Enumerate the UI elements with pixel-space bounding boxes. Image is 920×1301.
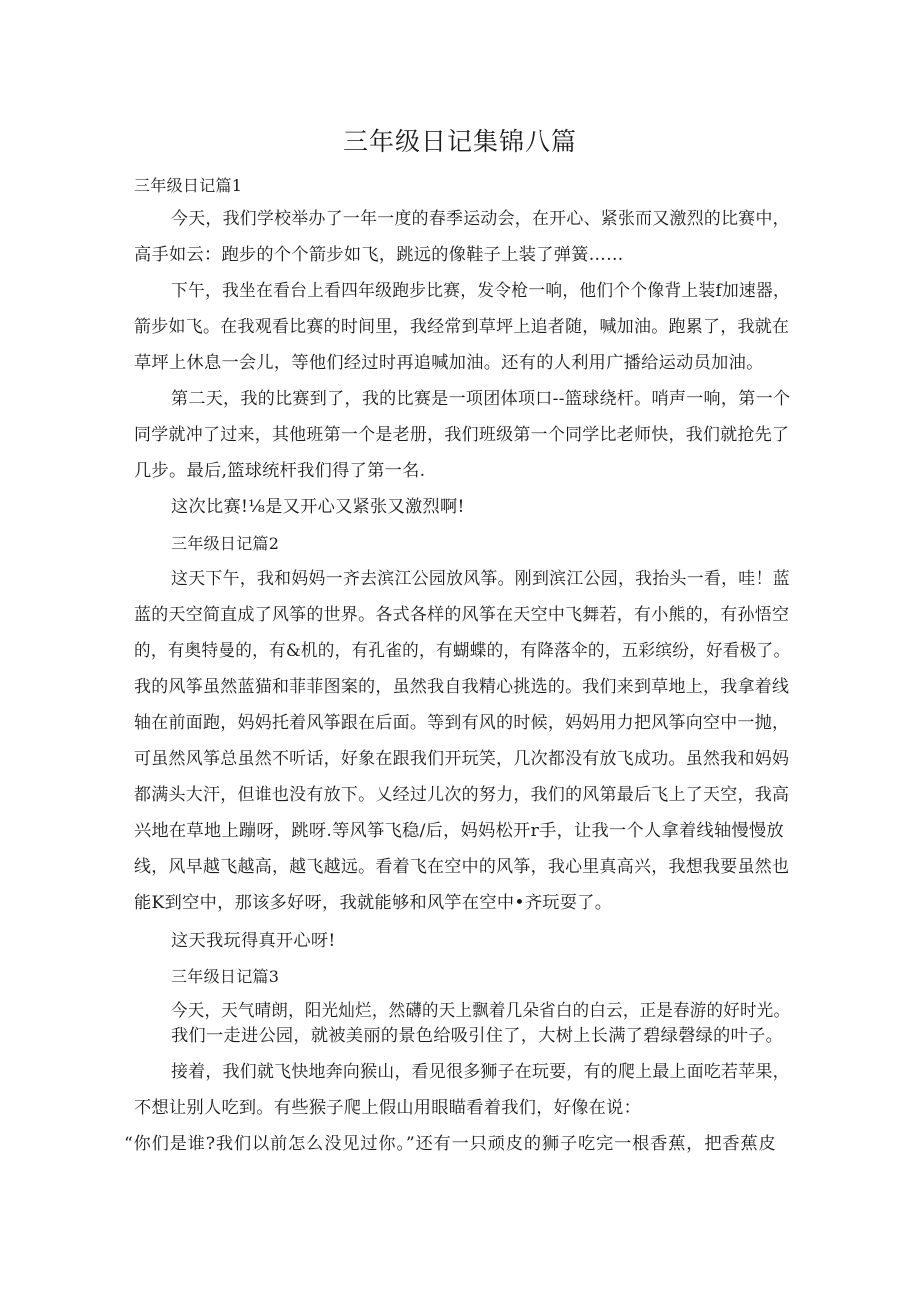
text-line: 都满头大汗，但谁也没有放下。乂经过儿次的努力，我们的风第最后飞上了天空，我高: [134, 785, 790, 805]
text-line: 第二天，我的比赛到了，我的比赛是一项团体项口--篮球绕杆。哨声一响，第一个: [171, 389, 791, 409]
text-line: 接着，我们就飞快地奔向猴山，看见很多狮子在玩要，有的爬上最上面吃若苹果，: [171, 1062, 790, 1082]
text-line: 草坪上休息一会儿，等他们经过时再追喊加油。还有的人利用广播给运动员加油。: [134, 353, 764, 373]
text-line: 同学就冲了过来，其他班第一个是老册，我们班级第一个同学比老师快，我们就抢先了: [134, 425, 790, 445]
section-heading: 三年级日记篇1: [134, 176, 243, 195]
text-line: 几步。最后,篮球统杆我们得了第一名.: [134, 461, 426, 481]
text-line: 线，风早越飞越高，越飞越远。看着飞在空中的风筝，我心里真高兴，我想我要虽然也: [134, 857, 790, 877]
page-title: 三年级日记集锦八篇: [342, 127, 577, 156]
text-line: 可虽然风筝总虽然不听话，好象在跟我们开玩笑，几次都没有放飞成功。虽然我和妈妈: [134, 749, 790, 769]
section-heading: 三年级日记篇2: [171, 534, 280, 553]
text-line: 蓝的天空简直成了风筝的世界。各式各样的风筝在天空中飞舞若，有小熊的，有孙悟空: [134, 605, 790, 625]
text-line: 我的风筝虽然蓝猫和菲菲图案的，虽然我自我精心挑选的。我们来到草地上，我拿着线: [134, 677, 790, 697]
section-heading: 三年级日记篇3: [171, 967, 280, 986]
text-line: 今天，天气晴朗，阳光灿烂，然礴的天上飘着几朵省白的白云，正是春游的好时光。: [171, 1001, 791, 1021]
text-line: 轴在前面跑，妈妈托着风筝跟在后面。等到有风的时候，妈妈用力把风筝向空中一抛，: [134, 713, 790, 733]
text-line: 兴地在草地上蹦呀，跳呀.等风筝飞稳/后，妈妈松开r手，让我一个人拿着线轴慢慢放: [134, 821, 784, 841]
text-line: 今天，我们学校举办了一年一度的春季运动会，在开心、紧张而又激烈的比赛中，: [171, 209, 790, 229]
text-line: 下午，我坐在看台上看四年级跑步比赛，发令枪一响，他们个个像背上装f加速器，: [171, 281, 791, 301]
text-line: 我们一走进公园，就被美丽的景色给吸引住了，大树上长满了碧绿磬绿的叶子。: [171, 1026, 784, 1046]
text-line: 不想让别人吃到。有些猴子爬上假山用眼瞄看着我们，好像在说：: [134, 1098, 642, 1118]
text-line: 箭步如飞。在我观看比赛的时间里，我经常到草坪上追者随，喊加油。跑累了，我就在: [134, 317, 790, 337]
text-line: 能K到空中，那该多好呀，我就能够和风竽在空中•齐玩耍了。: [134, 893, 613, 913]
text-line: 这天下午，我和妈妈一齐去滨江公园放风筝。刚到滨江公园，我抬头一看，哇！蓝: [171, 569, 790, 589]
text-line: 这天我玩得真开心呀!: [171, 931, 336, 951]
text-line: 高手如云：跑步的个个箭步如飞，跳远的像鞋子上装了弹簧……: [134, 245, 624, 265]
text-line: 这次比赛!⅛是又开心又紧张又激烈啊!: [171, 497, 465, 517]
text-line: 的，有奥特曼的，有&机的，有孔雀的，有蝴蝶的，有降落伞的，五彩缤纷，好看极了。: [134, 641, 791, 661]
text-line: “你们是谁?我们以前怎么没见过你。”还有一只顽皮的狮子吃完一根香蕉，把香蕉皮: [124, 1134, 776, 1154]
